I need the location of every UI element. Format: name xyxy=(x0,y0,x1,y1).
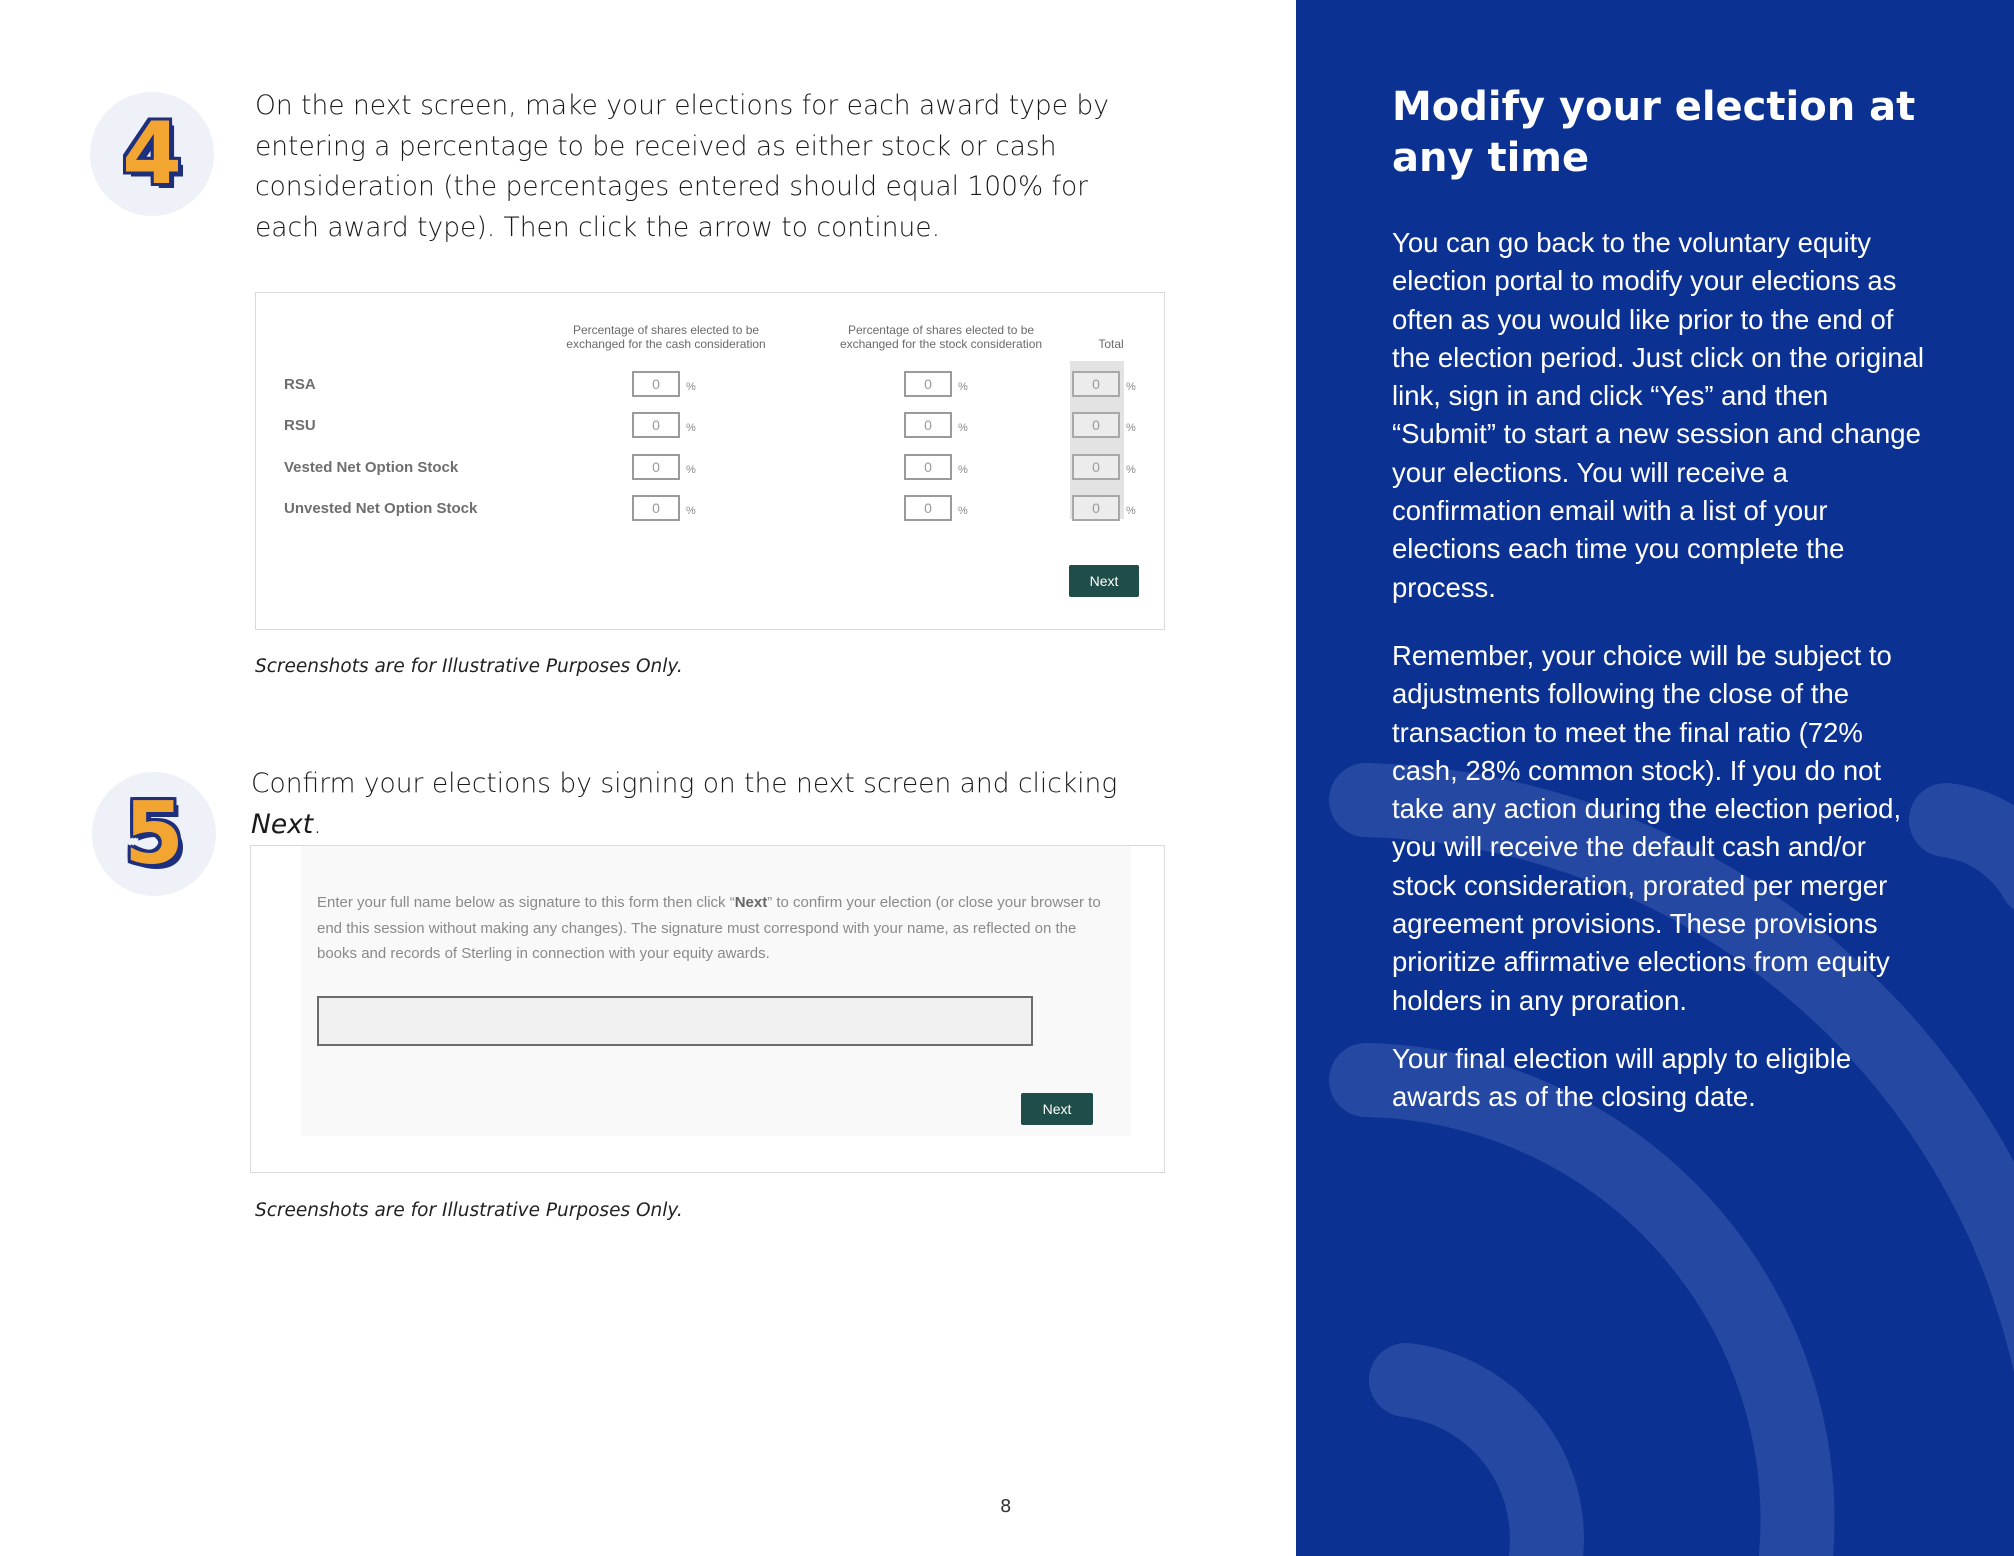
percent-sign: % xyxy=(958,505,968,517)
percent-sign: % xyxy=(958,422,968,434)
row-label-rsa: RSA xyxy=(284,376,316,393)
step-4-number: 4 xyxy=(122,104,182,204)
sidebar-paragraph-2: Remember, your choice will be subject to adjustments following the close of the transaction to meet the final ratio (72% cash, 28% common stock). If you do not take any action during the election period, you will receive the default cash and/or stock consideration, prorated per merger agreement provisions. These provisions prioritize affirmative elections from equity holders in any proration. xyxy=(1392,640,1902,1016)
step-5-text-start: Confirm your elections by signing on the next screen and clicking xyxy=(251,768,1118,799)
percent-sign: % xyxy=(1126,422,1136,434)
step-4-instructions: On the next screen, make your elections for each award type by entering a percentage to be received as either stock or cash consideration (the percentages entered should equal 100% for each award type). Then click the arrow to continue. xyxy=(255,90,1109,243)
col-header-cash: Percentage of shares elected to be exchanged for the cash consideration xyxy=(566,323,766,351)
col-header-total: Total xyxy=(1098,337,1124,351)
election-form-screenshot xyxy=(255,292,1165,630)
percent-sign: % xyxy=(958,464,968,476)
signature-instructions xyxy=(317,890,1107,967)
election-next-button[interactable]: Next xyxy=(1069,565,1139,597)
stock-input-rsu[interactable]: 0 xyxy=(904,412,952,438)
step-5-instructions xyxy=(251,764,1171,845)
step-5-next-emphasis: Next xyxy=(251,808,314,840)
signature-next-button[interactable]: Next xyxy=(1021,1093,1093,1125)
percent-sign: % xyxy=(1126,505,1136,517)
percent-sign: % xyxy=(1126,464,1136,476)
cash-input-rsa[interactable]: 0 xyxy=(632,371,680,397)
row-label-unvested-net-option-stock: Unvested Net Option Stock xyxy=(284,500,478,517)
step-5-caption: Screenshots are for Illustrative Purposes Only. xyxy=(255,1200,683,1221)
sidebar-title: Modify your election at any time xyxy=(1392,84,1916,181)
percent-sign: % xyxy=(686,422,696,434)
total-field-rsa: 0 xyxy=(1072,371,1120,397)
sidebar-paragraph-3: Your final election will apply to eligible awards as of the closing date. xyxy=(1392,1043,1852,1113)
page-number: 8 xyxy=(1000,1496,1012,1517)
arc-corner xyxy=(1946,820,2014,880)
step-5-number: 5 xyxy=(124,784,184,884)
row-label-vested-net-option-stock: Vested Net Option Stock xyxy=(284,459,459,476)
sidebar-paragraph-1: You can go back to the voluntary equity election portal to modify your elections as often as you would like prior to the end of the election period. Just click on the original link, sign in and click “Yes” and then “Submit” to start a new session and change your elections. You will receive a confirmation email with a list of your elections each time you complete the process. xyxy=(1392,227,1924,603)
step-4-badge xyxy=(90,92,214,216)
stock-input-unvested[interactable]: 0 xyxy=(904,495,952,521)
arc-inner xyxy=(1406,1380,1547,1556)
row-label-rsu: RSU xyxy=(284,417,316,434)
signature-text-start: Enter your full name below as signature to this form then click “ xyxy=(317,894,735,911)
col-header-stock: Percentage of shares elected to be exchanged for the stock consideration xyxy=(839,323,1043,351)
step-4-caption: Screenshots are for Illustrative Purposes Only. xyxy=(255,656,683,677)
percent-sign: % xyxy=(686,381,696,393)
signature-input[interactable] xyxy=(317,996,1033,1046)
signature-next-bold: Next xyxy=(734,894,768,911)
percent-sign: % xyxy=(686,505,696,517)
total-field-rsu: 0 xyxy=(1072,412,1120,438)
cash-input-vested[interactable]: 0 xyxy=(632,454,680,480)
stock-input-rsa[interactable]: 0 xyxy=(904,371,952,397)
signature-form-screenshot xyxy=(250,845,1165,1173)
percent-sign: % xyxy=(686,464,696,476)
cash-input-rsu[interactable]: 0 xyxy=(632,412,680,438)
sidebar-panel xyxy=(1296,0,2014,1556)
percent-sign: % xyxy=(958,381,968,393)
step-5-badge xyxy=(92,772,216,896)
percent-sign: % xyxy=(1126,381,1136,393)
signature-text-end: ” to confirm your election (or close your browser to end this session without making any changes). The signature must correspond with your name, as reflected on the books and records of Sterling in connection with your equity awards. xyxy=(317,894,1101,962)
total-field-unvested: 0 xyxy=(1072,495,1120,521)
step-5-text-end: . xyxy=(313,808,322,840)
total-field-vested: 0 xyxy=(1072,454,1120,480)
stock-input-vested[interactable]: 0 xyxy=(904,454,952,480)
cash-input-unvested[interactable]: 0 xyxy=(632,495,680,521)
arc-mid xyxy=(1366,1080,1797,1556)
